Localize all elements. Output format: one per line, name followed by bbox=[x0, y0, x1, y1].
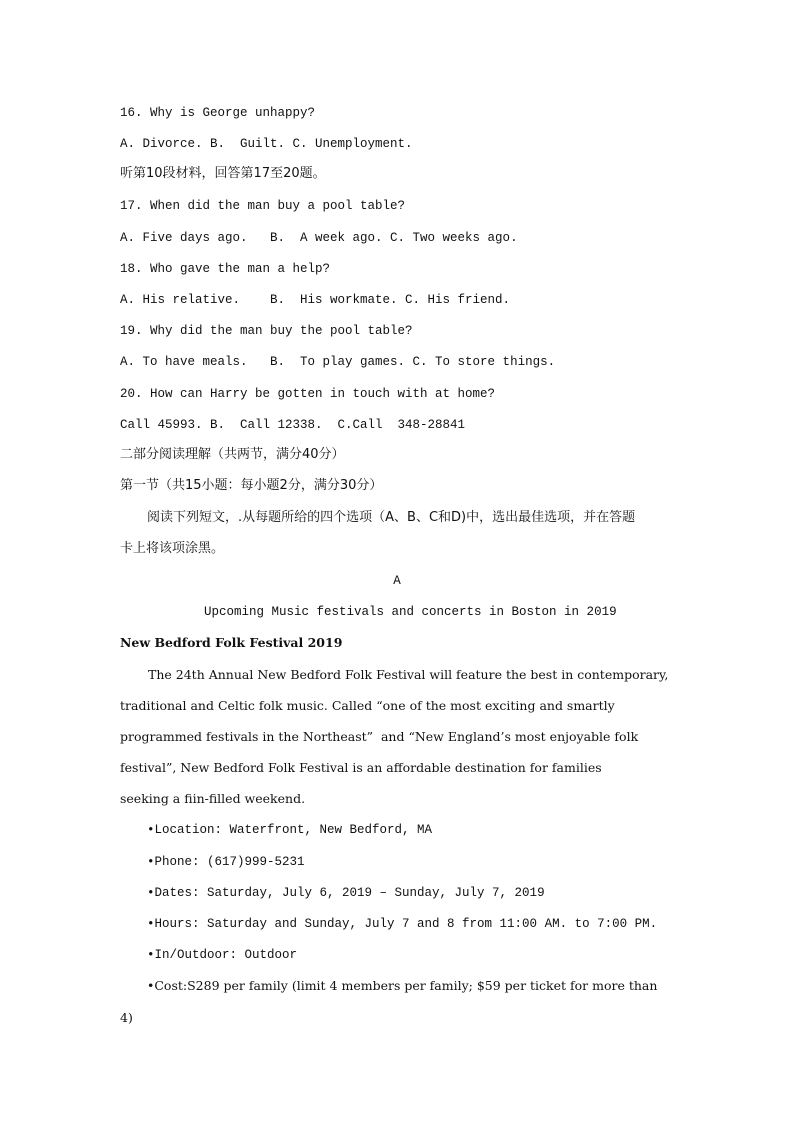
q16-question: 16. Why is George unhappy? bbox=[120, 106, 316, 120]
instructions-line-2: 卡上将该项涂黑。 bbox=[120, 541, 225, 556]
body-line-3: programmed festivals in the Northeast” and “New England’s most enjoyable folk bbox=[120, 729, 639, 744]
q19-options: A. To have meals. B. To play games. C. To store things. bbox=[120, 355, 556, 369]
instructions-line-1: 阅读下列短文，.从每题所给的四个选项（A、B、C和D)中，选出最佳选项，并在答题 bbox=[147, 510, 636, 525]
q18-question: 18. Who gave the man a help? bbox=[120, 262, 331, 276]
detail-hours: •Hours: Saturday and Sunday, July 7 and 8 from 11:00 AM. to 7:00 PM. bbox=[147, 917, 658, 931]
passage-letter: A bbox=[393, 574, 401, 588]
detail-in-outdoor: •In/Outdoor: Outdoor bbox=[147, 948, 298, 962]
body-line-5: seeking a fiin-filled weekend. bbox=[120, 791, 306, 806]
section-one-title: 第一节（共15小题：每小题2分，满分30分） bbox=[120, 478, 383, 493]
body-line-1: The 24th Annual New Bedford Folk Festival will feature the best in contemporary, bbox=[148, 667, 669, 682]
detail-cost: •Cost:S289 per family (limit 4 members per family; $59 per ticket for more than bbox=[147, 978, 658, 993]
q18-options: A. His relative. B. His workmate. C. His friend. bbox=[120, 293, 511, 307]
detail-dates: •Dates: Saturday, July 6, 2019 – Sunday, July 7, 2019 bbox=[147, 886, 545, 900]
festival-heading: New Bedford Folk Festival 2019 bbox=[120, 635, 343, 650]
passage-title: Upcoming Music festivals and concerts in Boston in 2019 bbox=[204, 605, 617, 619]
q17-question: 17. When did the man buy a pool table? bbox=[120, 199, 406, 213]
body-line-2: traditional and Celtic folk music. Called “one of the most exciting and smartly bbox=[120, 698, 615, 713]
q20-question: 20. How can Harry be gotten in touch with at home? bbox=[120, 387, 496, 401]
q17-options: A. Five days ago. B. A week ago. C. Two weeks ago. bbox=[120, 231, 518, 245]
detail-phone: •Phone: (617)999-5231 bbox=[147, 855, 305, 869]
q19-question: 19. Why did the man buy the pool table? bbox=[120, 324, 413, 338]
body-line-4: festival”, New Bedford Folk Festival is an affordable destination for families bbox=[120, 760, 602, 775]
q20-options: Call 45993. B. Call 12338. C.Call 348-28841 bbox=[120, 418, 466, 432]
q16-options: A. Divorce. B. Guilt. C. Unemployment. bbox=[120, 137, 413, 151]
detail-cost-continuation: 4) bbox=[120, 1010, 133, 1025]
section-note-q17-20: 听第10段材料，回答第17至20题。 bbox=[120, 166, 326, 181]
part-two-title: 二部分阅读理解（共两节，满分40分） bbox=[120, 447, 345, 462]
detail-location: •Location: Waterfront, New Bedford, MA bbox=[147, 823, 433, 837]
